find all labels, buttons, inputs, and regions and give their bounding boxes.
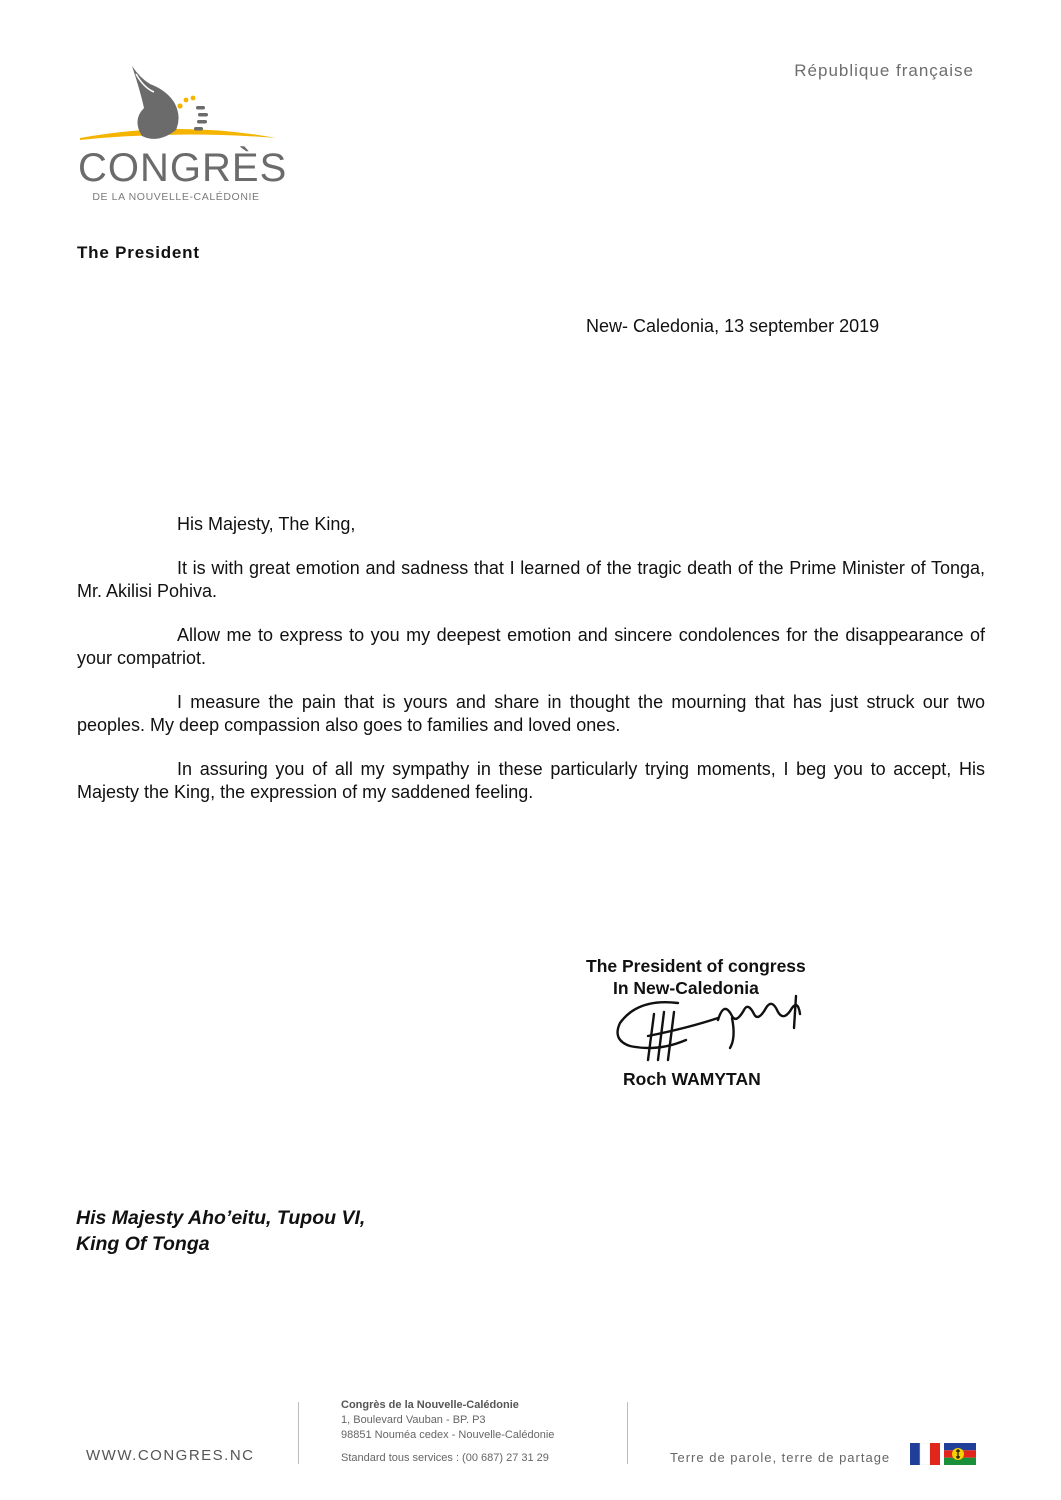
letter-body: [77, 513, 985, 825]
date-line: New- Caledonia, 13 september 2019: [586, 316, 880, 336]
republic-label: République française: [794, 61, 974, 80]
footer-divider: [627, 1402, 628, 1464]
recipient-line: King Of Tonga: [76, 1233, 210, 1255]
flags-icon: [910, 1443, 976, 1465]
logo-subtitle: DE LA NOUVELLE-CALÉDONIE: [92, 191, 260, 203]
footer-phone: Standard tous services : (00 687) 27 31 29: [341, 1452, 549, 1464]
recipient-address: [76, 1205, 365, 1257]
footer-divider: [298, 1402, 299, 1464]
footer-address-line: 1, Boulevard Vauban - BP. P3: [341, 1414, 486, 1426]
recipient-line: His Majesty Aho’eitu, Tupou VI,: [76, 1207, 366, 1229]
letter-paragraph: Allow me to express to you my deepest emotion and sincere condolences for the disappearance of your compatriot.: [77, 625, 985, 668]
letter-paragraph: I measure the pain that is yours and share in thought the mourning that has just struck our two peoples. My deep compassion also goes to families and loved ones.: [77, 692, 985, 735]
footer-motto: Terre de parole, terre de partage: [670, 1450, 891, 1465]
footer-address-line: 98851 Nouméa cedex - Nouvelle-Calédonie: [341, 1429, 555, 1441]
logo-wordmark: CONGRÈS: [78, 146, 288, 190]
handwritten-signature: [608, 978, 818, 1068]
website-link[interactable]: WWW.CONGRES.NC: [86, 1447, 255, 1464]
salutation: His Majesty, The King,: [177, 514, 356, 534]
new-caledonia-flag-icon: [944, 1443, 976, 1465]
sender-heading: The President: [77, 243, 200, 262]
letter-paragraph: In assuring you of all my sympathy in these particularly trying moments, I beg you to accept, His Majesty the King, the expression of my saddened feeling.: [77, 759, 985, 802]
signatory-place: In New-Caledonia: [613, 978, 759, 998]
footer-org-name: Congrès de la Nouvelle-Calédonie: [341, 1399, 519, 1411]
french-flag-icon: [910, 1443, 940, 1465]
signatory-title: The President of congress: [586, 956, 806, 976]
letter-paragraph: It is with great emotion and sadness that I learned of the tragic death of the Prime Minister of Tonga, Mr. Akilisi Pohiva.: [77, 558, 985, 601]
footer-address: [341, 1398, 554, 1466]
signatory-name: Roch WAMYTAN: [623, 1069, 761, 1089]
